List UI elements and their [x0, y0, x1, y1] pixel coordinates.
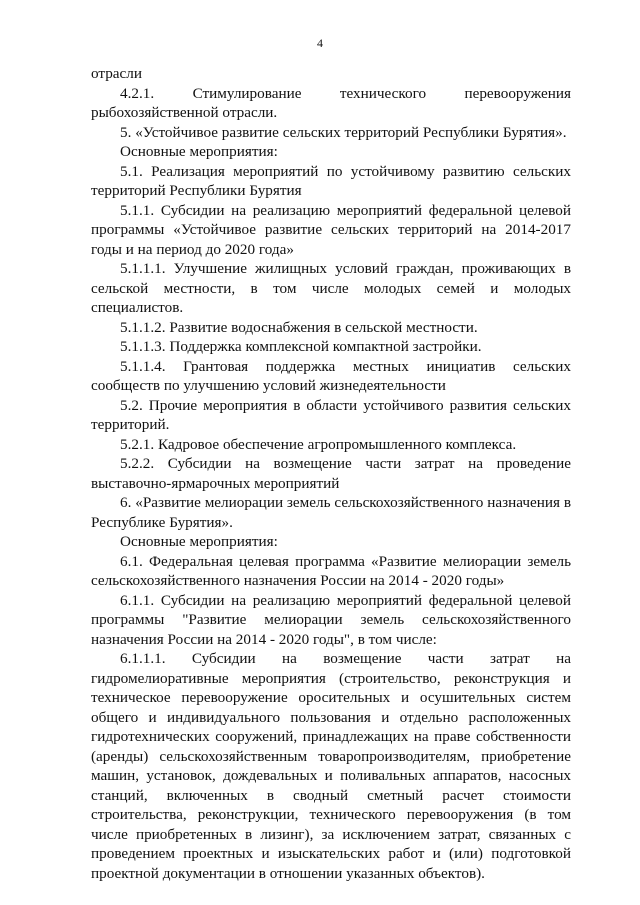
paragraph: Основные мероприятия: — [120, 533, 278, 550]
paragraph: 5.2.1. Кадровое обеспечение агропромышленного комплекса. — [120, 435, 517, 453]
paragraph: 5. «Устойчивое развитие сельских территорий Республики Бурятия». — [120, 123, 567, 141]
paragraph: 5.1.1.4. Грантовая поддержка местных инициатив сельских сообществ по улучшению условий жизнедеятельности — [91, 357, 571, 394]
paragraph: 5.2. Прочие мероприятия в области устойчивого развития сельских территорий. — [91, 396, 571, 433]
paragraph: 4.2.1. Стимулирование технического перевооружения — [120, 84, 571, 102]
paragraph: 6.1.1. Субсидии на реализацию мероприятий федеральной целевой программы "Развитие мелиорации земель сельскохозяйственного назначения России на 2014 - 2020 годы", в том числе: — [91, 591, 571, 648]
paragraph: 6. «Развитие мелиорации земель сельскохозяйственного назначения в Республике Бурятия». — [91, 494, 571, 531]
paragraph: 5.1.1.2. Развитие водоснабжения в сельской местности. — [120, 318, 478, 336]
page-number: 4 — [317, 36, 323, 50]
paragraph: 5.2.2. Субсидии на возмещение части затрат на проведение выставочно-ярмарочных мероприятий — [91, 455, 571, 492]
document-body — [91, 64, 571, 883]
paragraph: 6.1. Федеральная целевая программа «Развитие мелиорации земель сельскохозяйственного назначения России на 2014 - 2020 годы» — [91, 552, 571, 589]
paragraph: 5.1.1. Субсидии на реализацию мероприятий федеральной целевой программы «Устойчивое развитие сельских территорий на 2014-2017 годы и на период до 2020 года» — [91, 201, 571, 258]
paragraph: отрасли — [91, 65, 142, 82]
paragraph: Основные мероприятия: — [120, 143, 278, 160]
paragraph: 5.1.1.1. Улучшение жилищных условий граждан, проживающих в сельской местности, в том числе молодых семей и молодых специалистов. — [91, 260, 571, 316]
paragraph: рыбохозяйственной отрасли. — [91, 104, 278, 121]
paragraph: 5.1.1.3. Поддержка комплексной компактной застройки. — [120, 338, 482, 355]
paragraph: 5.1. Реализация мероприятий по устойчивому развитию сельских территорий Республики Бурятия — [91, 162, 571, 199]
paragraph: 6.1.1.1. Субсидии на возмещение части затрат на гидромелиоративные мероприятия (строительство, реконструкция и техническое перевооружение оросительных и осушительных систем общего и индивидуального пользования и отдельно расположенных гидротехнических сооружений, принадлежащих на праве собственности (аренды) сельскохозяйственным товаропроизводителям, приобретение машин, установок, дождевальных и поливальных аппаратов, насосных станций, включенных в сводный сметный расчет стоимости строительства, реконструкции, технического перевооружения (в том числе приобретенных в лизинг), за исключением затрат, связанных с проведением проектных и изыскательских работ и (или) подготовкой проектной документации в отношении указанных объектов). — [91, 650, 571, 882]
